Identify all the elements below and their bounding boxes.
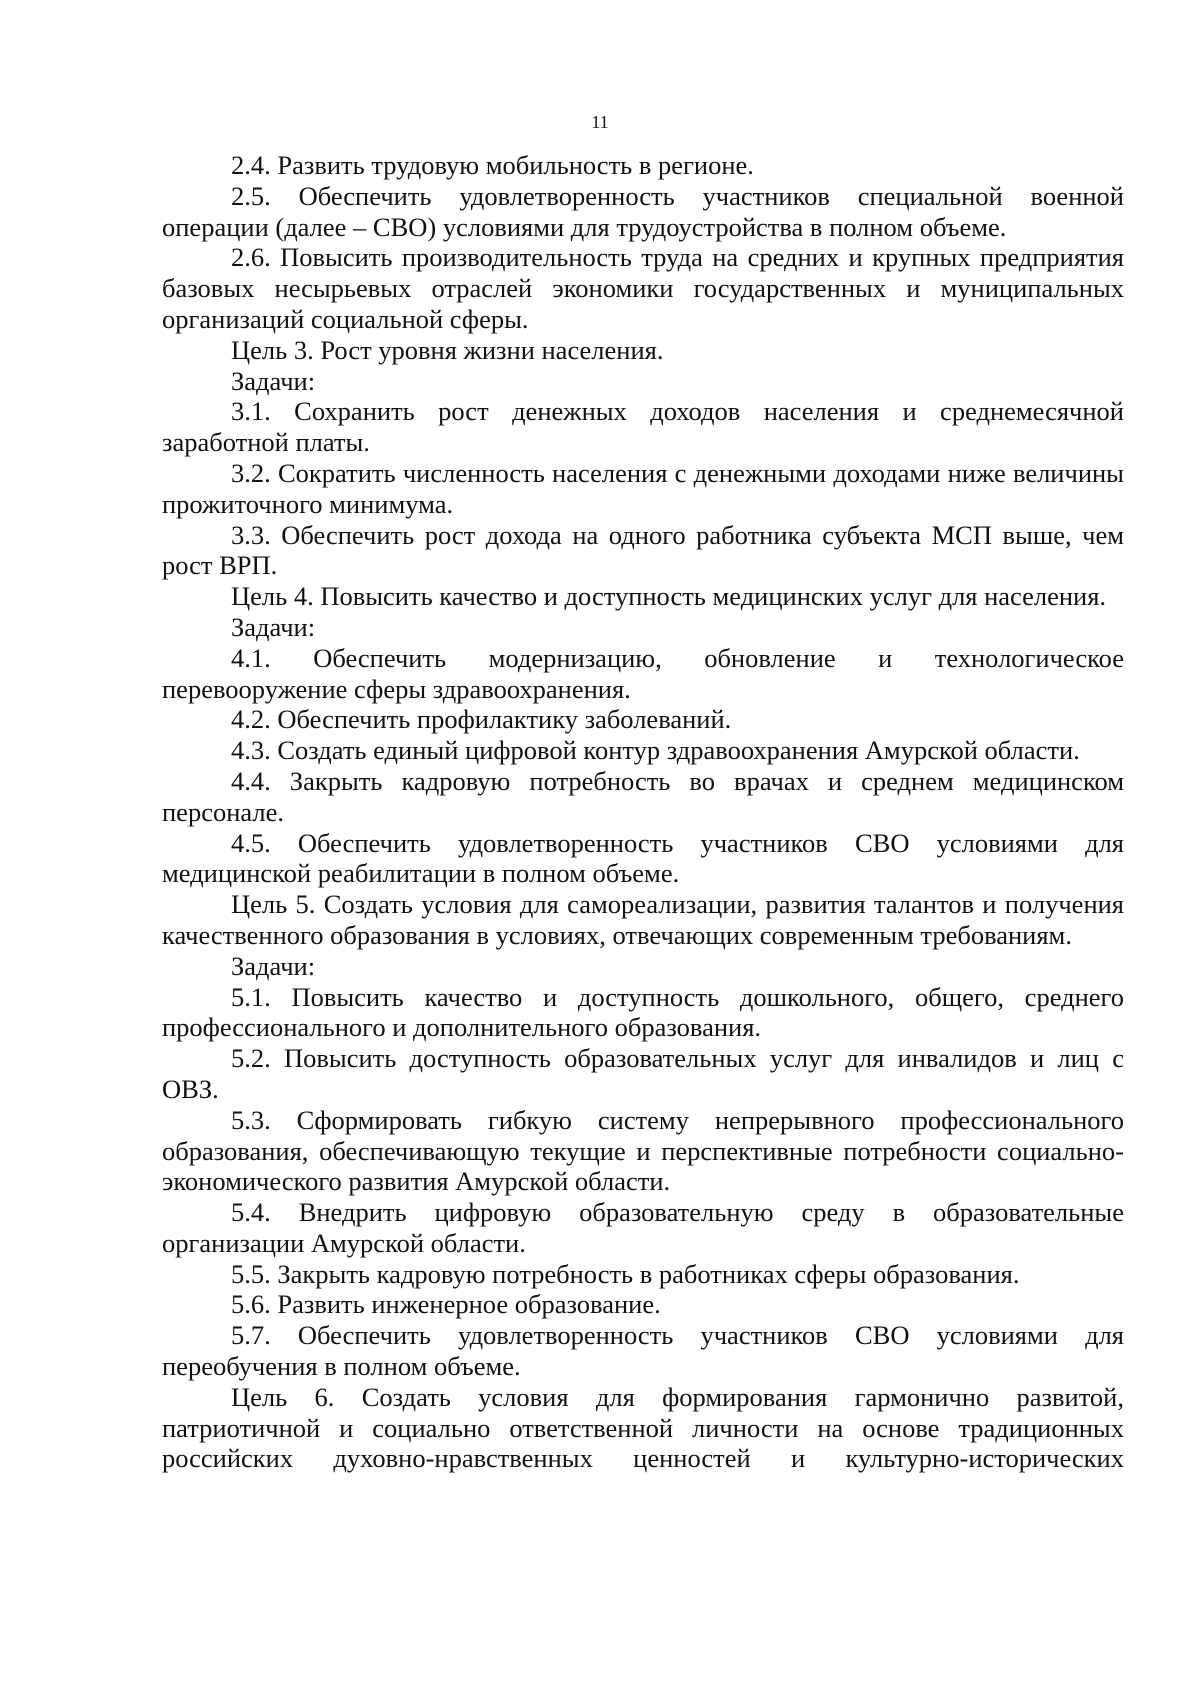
paragraph: 5.1. Повысить качество и доступность дошкольного, общего, среднего профессионального и дополнительного образования. (162, 981, 1124, 1043)
paragraph: Цель 4. Повысить качество и доступность медицинских услуг для населения. (231, 581, 1107, 612)
paragraph: 2.6. Повысить производительность труда на средних и крупных предприятия базовых несырьевых отраслей экономики государственных и муниципальных организаций социальной сферы. (162, 242, 1124, 334)
paragraph: Задачи: (231, 950, 316, 981)
document-body (162, 150, 1124, 1474)
paragraph: 3.1. Сохранить рост денежных доходов населения и среднемесячной заработной платы. (162, 396, 1124, 458)
paragraph: Цель 6. Создать условия для формирования гармонично развитой, патриотичной и социально ответственной личности на основе традиционных российских духовно-нравственных ценностей и культурно-исторических (162, 1381, 1124, 1474)
paragraph: Задачи: (231, 611, 316, 642)
paragraph: 4.1. Обеспечить модернизацию, обновление и технологическое перевооружение сферы здравоохранения. (162, 642, 1124, 704)
paragraph: 4.3. Создать единый цифровой контур здравоохранения Амурской области. (231, 735, 1080, 766)
paragraph: 5.5. Закрыть кадровую потребность в работниках сферы образования. (231, 1258, 1020, 1289)
paragraph: 3.2. Сократить численность населения с денежными доходами ниже величины прожиточного минимума. (162, 457, 1124, 519)
paragraph: Цель 3. Рост уровня жизни населения. (231, 334, 664, 365)
paragraph: 3.3. Обеспечить рост дохода на одного работника субъекта МСП выше, чем рост ВРП. (162, 519, 1124, 581)
paragraph: 2.5. Обеспечить удовлетворенность участников специальной военной операции (далее – СВО) условиями для трудоустройства в полном объеме. (162, 180, 1124, 242)
paragraph: 5.3. Сформировать гибкую систему непрерывного профессионального образования, обеспечивающую текущие и перспективные потребности социально-экономического развития Амурской области. (162, 1104, 1124, 1197)
paragraph: 4.4. Закрыть кадровую потребность во врачах и среднем медицинском персонале. (162, 765, 1124, 827)
page-number: 11 (591, 112, 609, 132)
paragraph: 5.7. Обеспечить удовлетворенность участников СВО условиями для переобучения в полном объеме. (162, 1320, 1124, 1382)
paragraph: 2.4. Развить трудовую мобильность в регионе. (231, 150, 754, 180)
paragraph: 5.4. Внедрить цифровую образовательную среду в образовательные организации Амурской области. (162, 1197, 1124, 1258)
paragraph: Задачи: (231, 365, 316, 396)
paragraph: 5.2. Повысить доступность образовательных услуг для инвалидов и лиц с ОВЗ. (162, 1043, 1124, 1104)
paragraph: Цель 5. Создать условия для самореализации, развития талантов и получения качественного образования в условиях, отвечающих современным требованиям. (162, 889, 1124, 950)
paragraph: 5.6. Развить инженерное образование. (231, 1289, 661, 1320)
paragraph: 4.2. Обеспечить профилактику заболеваний. (231, 704, 732, 735)
paragraph: 4.5. Обеспечить удовлетворенность участников СВО условиями для медицинской реабилитации в полном объеме. (162, 827, 1124, 889)
